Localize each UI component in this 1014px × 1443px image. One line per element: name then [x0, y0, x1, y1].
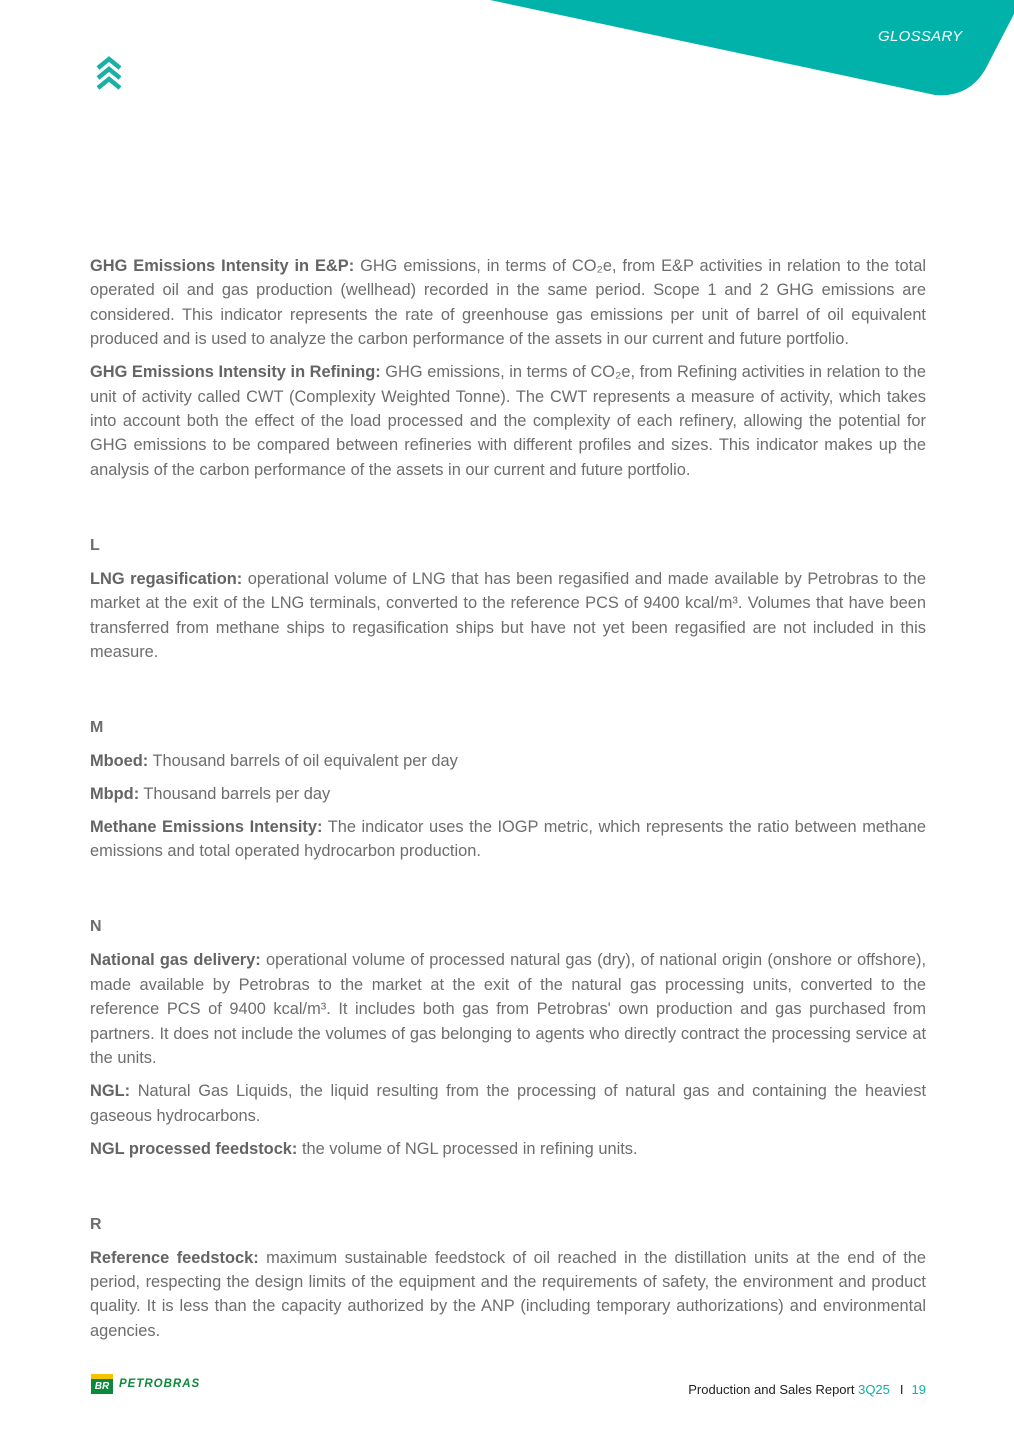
glossary-content: [90, 254, 926, 1352]
glossary-entry-reference-feedstock: [90, 1246, 926, 1344]
section-letter-n: N: [90, 918, 102, 936]
glossary-definition: Thousand barrels of oil equivalent per day: [148, 752, 458, 771]
back-to-top-chevrons-icon[interactable]: [96, 56, 122, 92]
header-banner-shape: [0, 0, 1014, 110]
glossary-entry-mboed: [90, 749, 926, 773]
glossary-definition: maximum sustainable feedstock of oil reached in the distillation units at the end of the period, respecting the design limits of the equipment and the requirements of safety, the environment and product quality. It is less than the capacity authorized by the ANP (including temporary authorizations) and environmental agencies.: [90, 1248, 927, 1340]
petrobras-logo: [91, 1374, 200, 1394]
glossary-entry-lng-regasification: [90, 567, 926, 665]
report-period: 3Q25: [858, 1382, 890, 1397]
glossary-definition: GHG emissions, in terms of CO₂e, from Refining activities in relation to the unit of activity called CWT (Complexity Weighted Tonne). The CWT represents a measure of activity, which takes into account both the effect of the load processed and the complexity of each refinery, allowing the potential for GHG emissions to be compared between refineries with different profiles and sizes. This indicator makes up the analysis of the carbon performance of the assets in our current and future portfolio.: [90, 363, 927, 479]
section-letter-l: L: [90, 536, 100, 554]
page-footer-info: [688, 1382, 926, 1397]
section-label: GLOSSARY: [878, 28, 963, 45]
glossary-entry-ghg-refining: [90, 360, 926, 482]
glossary-definition: GHG emissions, in terms of CO₂e, from E&P activities in relation to the total operated oil and gas production (wellhead) recorded in the same period. Scope 1 and 2 GHG emissions are considered. This indicator represents the rate of greenhouse gas emissions per unit of barrel of oil equivalent produced and is used to analyze the carbon performance of the assets in our current and future portfolio.: [90, 257, 926, 349]
glossary-term: Mbpd:: [90, 785, 140, 804]
glossary-definition: operational volume of LNG that has been regasified and made available by Petrobras to the market at the exit of the LNG terminals, converted to the reference PCS of 9400 kcal/m³. Volumes that have been transferred from methane ships to regasification ships but have not yet been regasified are not included in this measure.: [90, 569, 926, 662]
section-letter-r: R: [90, 1215, 102, 1233]
br-badge-icon: BR: [91, 1374, 113, 1394]
glossary-entry-ngl-processed-feedstock: [90, 1137, 926, 1161]
report-title: Production and Sales Report: [688, 1382, 859, 1397]
glossary-term: National gas delivery:: [90, 951, 261, 970]
glossary-term: NGL processed feedstock:: [90, 1139, 298, 1158]
glossary-entry-ghg-ep: [90, 254, 926, 352]
glossary-entry-national-gas-delivery: [90, 948, 926, 1070]
glossary-definition: the volume of NGL processed in refining units.: [297, 1139, 638, 1158]
glossary-entry-ngl: [90, 1079, 926, 1128]
glossary-term: GHG Emissions Intensity in Refining:: [90, 363, 381, 382]
glossary-definition: Thousand barrels per day: [139, 785, 331, 804]
logo-wordmark: PETROBRAS: [119, 1378, 201, 1390]
page-number: 19: [911, 1382, 926, 1397]
footer-separator: I: [899, 1382, 904, 1397]
glossary-entry-methane-intensity: [90, 815, 926, 864]
glossary-term: LNG regasification:: [90, 569, 243, 588]
glossary-term: Reference feedstock:: [90, 1248, 259, 1267]
glossary-term: GHG Emissions Intensity in E&P:: [90, 257, 355, 275]
glossary-definition: operational volume of processed natural gas (dry), of national origin (onshore or offshore), made available by Petrobras to the market at the exit of the natural gas processing units, converted to the reference PCS of 9400 kcal/m³. It includes both gas from Petrobras' own production and gas purchased from partners. It does not include the volumes of gas belonging to agents who directly contract the processing service at the units.: [90, 951, 926, 1068]
glossary-definition: Natural Gas Liquids, the liquid resulting from the processing of natural gas and containing the heaviest gaseous hydrocarbons.: [90, 1082, 926, 1125]
glossary-term: NGL:: [90, 1082, 131, 1101]
glossary-term: Methane Emissions Intensity:: [90, 818, 323, 837]
glossary-term: Mboed:: [90, 752, 149, 771]
section-letter-m: M: [90, 719, 104, 737]
glossary-entry-mbpd: [90, 782, 926, 806]
glossary-definition: The indicator uses the IOGP metric, which represents the ratio between methane emissions and total operated hydrocarbon production.: [90, 818, 926, 861]
